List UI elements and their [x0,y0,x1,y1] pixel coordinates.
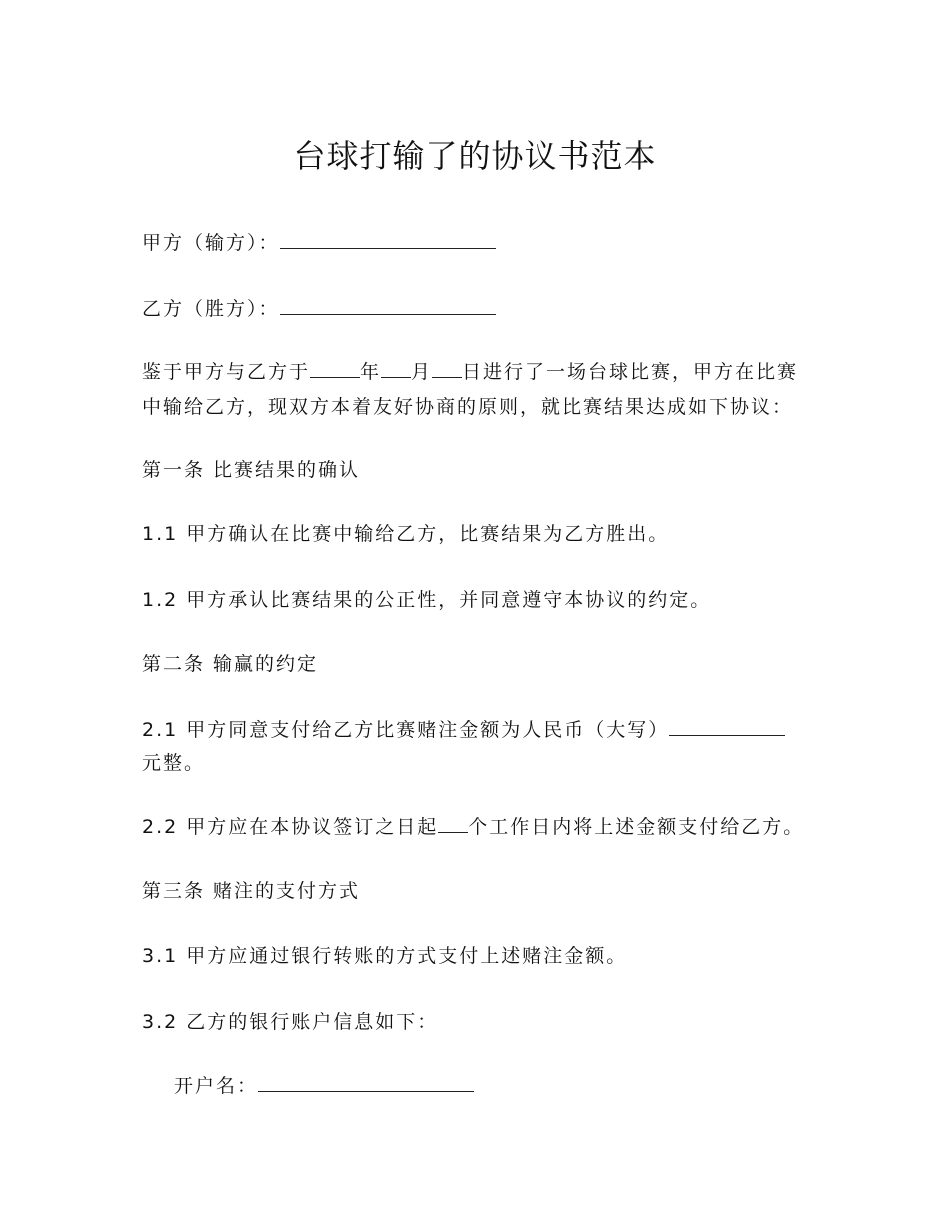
clause-2-1-line-1 [142,716,842,744]
party-b-line [142,295,842,323]
clause-2-1-line-2: 元整。 [142,752,206,774]
clause-2-2-text-2: 个工作日内将上述金额支付给乙方。 [468,816,805,838]
party-b-blank[interactable] [280,296,496,315]
article-2-heading: 第二条 输赢的约定 [142,653,319,675]
party-a-label: 甲方（输方）： [142,232,280,254]
intro-line-2: 中输给乙方，现双方本着友好协商的原则，就比赛结果达成如下协议： [142,396,794,418]
intro-text-1: 鉴于甲方与乙方于 [142,361,311,383]
party-a-line [142,229,842,257]
clause-1-2: 1.2 甲方承认比赛结果的公正性，并同意遵守本协议的约定。 [142,589,712,611]
intro-text-2: 年 [360,361,382,383]
party-a-blank[interactable] [280,230,496,249]
document-title: 台球打输了的协议书范本 [293,137,657,175]
year-blank[interactable] [310,359,360,378]
article-3-heading: 第三条 赌注的支付方式 [142,880,361,902]
clause-3-1: 3.1 甲方应通过银行转账的方式支付上述赌注金额。 [142,945,628,967]
intro-line-1 [142,358,842,386]
party-b-label: 乙方（胜方）： [142,298,280,320]
clause-2-2-text-1: 2.2 甲方应在本协议签订之日起 [142,816,439,838]
clause-3-2: 3.2 乙方的银行账户信息如下： [142,1011,439,1033]
month-blank[interactable] [381,359,411,378]
days-blank[interactable] [438,814,468,833]
account-name-blank[interactable] [258,1073,474,1092]
article-1-heading: 第一条 比赛结果的确认 [142,459,361,481]
clause-2-2 [142,813,842,841]
amount-blank[interactable] [669,717,785,736]
account-name-label: 开户名： [174,1075,259,1097]
intro-text-4: 日进行了一场台球比赛，甲方在比赛 [462,361,799,383]
account-name-line [174,1072,874,1100]
clause-2-1-text: 2.1 甲方同意支付给乙方比赛赌注金额为人民币（大写） [142,719,670,741]
day-blank[interactable] [432,359,462,378]
intro-text-3: 月 [411,361,433,383]
clause-1-1: 1.1 甲方确认在比赛中输给乙方，比赛结果为乙方胜出。 [142,523,670,545]
